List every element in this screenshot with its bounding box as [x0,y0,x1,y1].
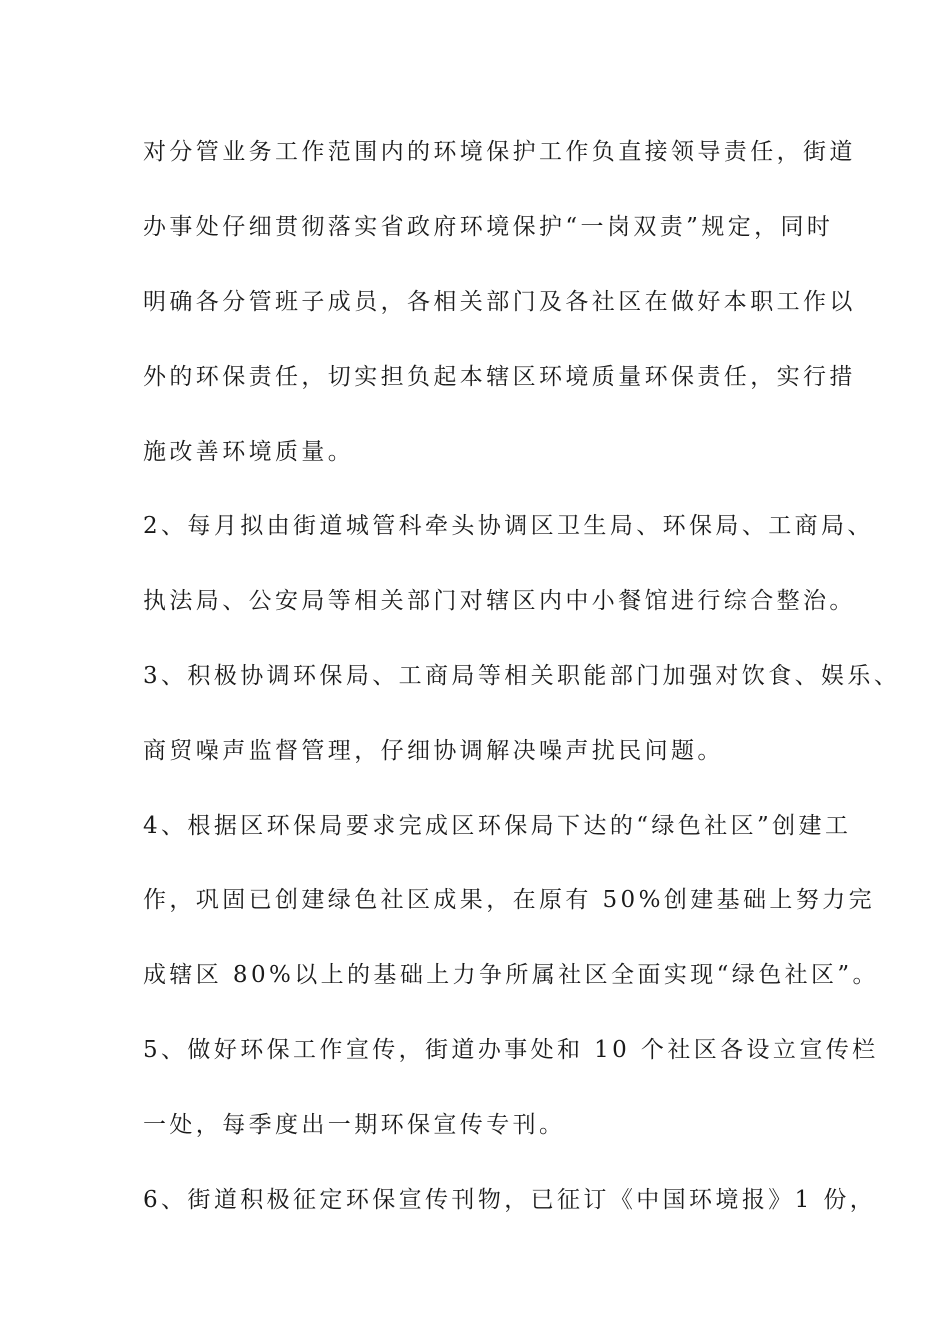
text-line: 作，巩固已创建绿色社区成果，在原有 50%创建基础上努力完 [143,887,876,913]
text-line: 商贸噪声监督管理，仔细协调解决噪声扰民问题。 [143,738,724,764]
text-line: 施改善环境质量。 [143,439,355,465]
text-line: 3、积极协调环保局、工商局等相关职能部门加强对饮食、娱乐、 [143,663,901,689]
text-line: 2、每月拟由街道城管科牵头协调区卫生局、环保局、工商局、 [143,513,874,539]
text-line: 6、街道积极征定环保宣传刊物，已征订《中国环境报》1 份， [143,1187,877,1213]
text-line: 一处，每季度出一期环保宣传专刊。 [143,1112,566,1138]
text-line: 执法局、公安局等相关部门对辖区内中小餐馆进行综合整治。 [143,588,856,614]
text-line: 4、根据区环保局要求完成区环保局下达的“绿色社区”创建工 [143,813,852,839]
text-line: 对分管业务工作范围内的环境保护工作负直接领导责任，街道 [143,139,856,165]
text-line: 明确各分管班子成员，各相关部门及各社区在做好本职工作以 [143,289,856,315]
text-line: 外的环保责任，切实担负起本辖区环境质量环保责任，实行措 [143,364,856,390]
text-line: 成辖区 80%以上的基础上力争所属社区全面实现“绿色社区”。 [143,962,879,988]
text-line: 5、做好环保工作宣传，街道办事处和 10 个社区各设立宣传栏 [143,1037,879,1063]
text-line: 办事处仔细贯彻落实省政府环境保护“一岗双责”规定，同时 [143,214,834,240]
